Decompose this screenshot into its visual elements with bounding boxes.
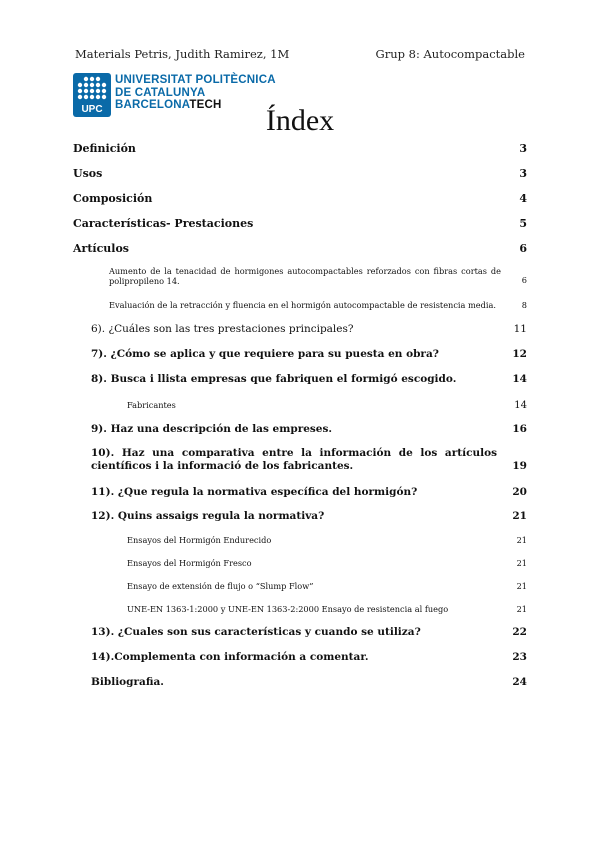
toc-entry[interactable] bbox=[91, 423, 527, 435]
toc-entry-label: 13). ¿Cuales son sus características y cuando se utiliza? bbox=[91, 626, 421, 638]
toc-entry[interactable] bbox=[91, 323, 527, 335]
toc-entry-label: Ensayo de extensión de flujo o “Slump Flow” bbox=[127, 581, 314, 591]
toc-entry-label: 10). Haz una comparativa entre la información de los artículos científicos i la informació de los fabricantes. bbox=[91, 447, 497, 472]
toc-entry-page: 19 bbox=[512, 460, 527, 472]
toc-entry-label: Ensayos del Hormigón Fresco bbox=[127, 558, 252, 568]
toc-entry-page: 11 bbox=[513, 323, 527, 335]
toc-entry-label: 7). ¿Cómo se aplica y que requiere para su puesta en obra? bbox=[91, 348, 439, 360]
toc-entry[interactable] bbox=[73, 167, 527, 180]
toc-entry[interactable] bbox=[73, 217, 527, 230]
toc-entry-label: 11). ¿Que regula la normativa específica del hormigón? bbox=[91, 486, 418, 498]
toc-entry-page: 21 bbox=[516, 558, 527, 568]
toc-entry-page: 4 bbox=[519, 192, 527, 205]
header-left-text: Materials Petris, Judith Ramirez, 1M bbox=[75, 47, 290, 61]
toc-subentry[interactable] bbox=[127, 400, 527, 411]
toc-entry-label: 6). ¿Cuáles son las tres prestaciones principales? bbox=[91, 323, 354, 335]
toc-entry-label: Ensayos del Hormigón Endurecido bbox=[127, 535, 272, 545]
toc-entry-label: Bibliografia. bbox=[91, 676, 164, 688]
toc-entry-page: 8 bbox=[521, 300, 527, 310]
toc-entry-page: 24 bbox=[512, 676, 527, 688]
toc-entry[interactable] bbox=[91, 373, 527, 385]
toc-subentry[interactable] bbox=[109, 300, 527, 310]
toc-entry[interactable] bbox=[91, 626, 527, 638]
toc-entry-page: 21 bbox=[516, 581, 527, 591]
toc-entry-page: 23 bbox=[512, 651, 527, 663]
logo-line-3a: BARCELONA bbox=[115, 99, 190, 111]
toc-entry-label: Fabricantes bbox=[127, 400, 176, 410]
toc-entry-page: 3 bbox=[519, 142, 527, 155]
toc-entry-page: 21 bbox=[512, 510, 527, 522]
toc-entry-page: 21 bbox=[516, 535, 527, 545]
toc-entry-page: 12 bbox=[512, 348, 527, 360]
header-right-text: Grup 8: Autocompactable bbox=[375, 47, 525, 61]
page-title: Índex bbox=[265, 104, 335, 137]
logo-line-3b: TECH bbox=[189, 99, 222, 111]
toc-entry-label: Definición bbox=[73, 142, 136, 155]
toc-entry-label: 14).Complementa con información a comentar. bbox=[91, 651, 369, 663]
toc-entry-label: Evaluación de la retracción y fluencia en el hormigón autocompactable de resistencia media. bbox=[109, 300, 496, 310]
toc-subentry[interactable] bbox=[109, 266, 527, 286]
toc-entry-label: Composición bbox=[73, 192, 153, 205]
toc-entry[interactable] bbox=[91, 510, 527, 522]
toc-entry-label: 12). Quins assaigs regula la normativa? bbox=[91, 510, 325, 522]
toc-entry[interactable] bbox=[91, 676, 527, 688]
logo-abbr: UPC bbox=[81, 104, 103, 115]
toc-entry-page: 14 bbox=[514, 400, 527, 411]
toc-entry[interactable] bbox=[91, 447, 527, 473]
toc-entry-page: 6 bbox=[521, 275, 527, 285]
toc-subentry[interactable] bbox=[127, 581, 527, 591]
toc-entry-page: 22 bbox=[512, 626, 527, 638]
toc-entry-label: 8). Busca i llista empresas que fabriquen el formigó escogido. bbox=[91, 373, 457, 385]
toc-entry[interactable] bbox=[73, 242, 527, 255]
toc-entry[interactable] bbox=[91, 348, 527, 360]
toc-subentry[interactable] bbox=[127, 535, 527, 545]
logo-line-2: DE CATALUNYA bbox=[115, 86, 206, 99]
toc-entry-label: 9). Haz una descripción de las empreses. bbox=[91, 423, 333, 435]
toc-entry-label: Características- Prestaciones bbox=[73, 217, 254, 230]
toc-entry-label: Artículos bbox=[73, 242, 129, 255]
toc-entry-page: 21 bbox=[516, 604, 527, 614]
toc-entry-page: 20 bbox=[512, 486, 527, 498]
toc-entry[interactable] bbox=[73, 142, 527, 155]
toc-entry-page: 6 bbox=[519, 242, 527, 255]
toc-entry[interactable] bbox=[91, 651, 527, 663]
toc-entry-page: 5 bbox=[519, 217, 527, 230]
toc-entry-page: 14 bbox=[512, 373, 527, 385]
toc-entry-label: Aumento de la tenacidad de hormigones autocompactables reforzados con fibras cortas de polipropileno 14. bbox=[109, 266, 501, 286]
toc-entry[interactable] bbox=[73, 192, 527, 205]
toc-entry-page: 16 bbox=[512, 423, 527, 435]
toc-subentry[interactable] bbox=[127, 604, 527, 614]
toc-subentry[interactable] bbox=[127, 558, 527, 568]
logo-line-1: UNIVERSITAT POLITÈCNICA bbox=[115, 74, 276, 86]
toc-entry-label: Usos bbox=[73, 167, 103, 180]
toc-entry[interactable] bbox=[91, 486, 527, 498]
toc-entry-label: UNE-EN 1363-1:2000 y UNE-EN 1363-2:2000 Ensayo de resistencia al fuego bbox=[127, 604, 449, 614]
toc-entry-page: 3 bbox=[519, 167, 527, 180]
